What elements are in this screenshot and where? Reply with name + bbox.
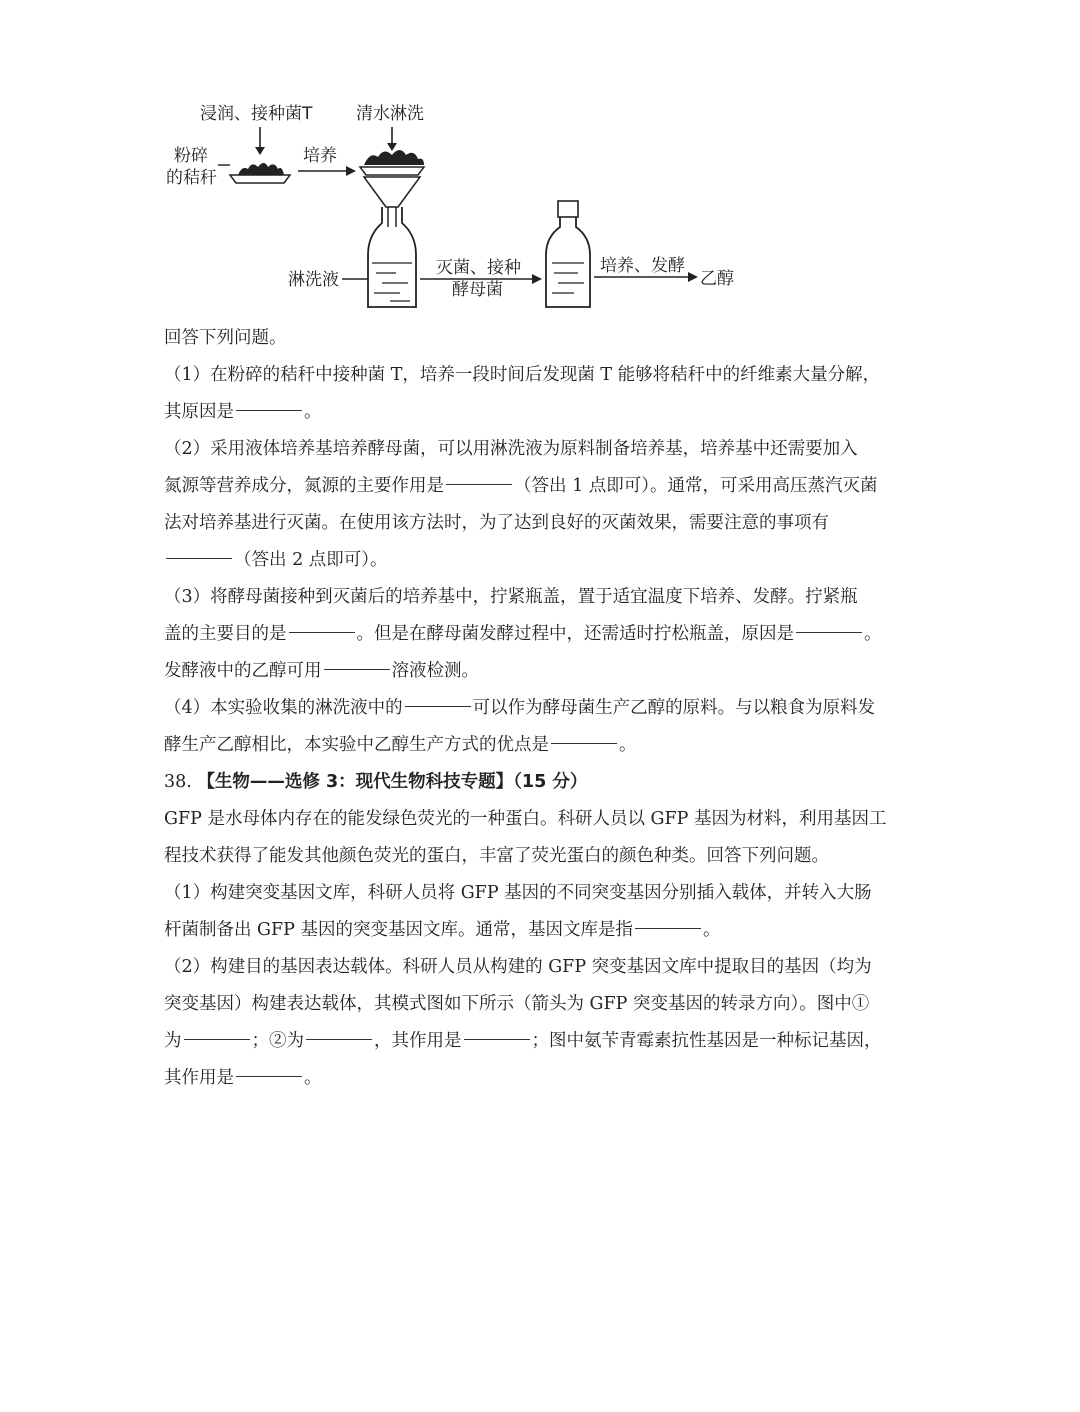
label-sterilize-2: 酵母菌 [452, 280, 503, 300]
label-crushed-1: 粉碎 [174, 146, 208, 166]
answer-blank[interactable] [236, 1075, 302, 1077]
bottle-ferment-icon [546, 201, 590, 307]
gfp-question-1: （1）构建突变基因文库，科研人员将 GFP 基因的不同突变基因分别插入载体，并转入大肠 杆菌制备出 GFP 基因的突变基因文库。通常，基因文库是指 。 [164, 883, 872, 940]
experiment-diagram [160, 95, 760, 320]
answer-blank[interactable] [289, 631, 355, 633]
straw-tray-icon [230, 163, 290, 183]
answer-blank[interactable] [166, 557, 232, 559]
intro-line: 回答下列问题。 [164, 328, 287, 348]
answer-blank[interactable] [635, 927, 701, 929]
answer-blank[interactable] [306, 1038, 372, 1040]
label-ethanol: 乙醇 [700, 269, 734, 289]
answer-blank[interactable] [324, 668, 390, 670]
label-soak-inoculate: 浸润、接种菌T [200, 104, 313, 124]
answer-blank[interactable] [551, 742, 617, 744]
question-3: （3）将酵母菌接种到灭菌后的培养基中，拧紧瓶盖，置于适宜温度下培养、发酵。拧紧瓶 盖的主要目的是 。但是在酵母菌发酵过程中，还需适时拧松瓶盖，原因是 。 发酵液中的乙醇可用 溶液检测。 [164, 587, 882, 681]
answer-blank[interactable] [446, 483, 512, 485]
label-eluent: 淋洗液 [288, 270, 339, 290]
answer-blank[interactable] [796, 631, 862, 633]
label-rinse: 清水淋洗 [356, 104, 424, 124]
funnel-icon [360, 150, 424, 227]
question-38-heading: 38. 【生物——选修 3：现代生物科技专题】（15 分） [164, 772, 588, 792]
label-sterilize-1: 灭菌、接种 [436, 258, 521, 278]
answer-blank[interactable] [236, 409, 302, 411]
question-2: （2）采用液体培养基培养酵母菌，可以用淋洗液为原料制备培养基，培养基中还需要加入 氮源等营养成分，氮源的主要作用是 （答出 1 点即可）。通常，可采用高压蒸汽灭菌 法对培养基进行灭菌。在使用该方法时，为了达到良好的灭菌效果，需要注意的事项有 （答出 2 点即可）。 [164, 439, 878, 570]
gfp-intro: GFP 是水母体内存在的能发绿色荧光的一种蛋白。科研人员以 GFP 基因为材料，利用基因工 程技术获得了能发其他颜色荧光的蛋白，丰富了荧光蛋白的颜色种类。回答下列问题。 [164, 809, 887, 866]
question-text [164, 320, 920, 1097]
label-culture: 培养 [303, 146, 337, 166]
question-1: （1）在粉碎的秸秆中接种菌 T，培养一段时间后发现菌 T 能够将秸秆中的纤维素大量分解， 其原因是 。 [164, 365, 881, 422]
answer-blank[interactable] [405, 705, 471, 707]
question-4: （4）本实验收集的淋洗液中的 可以作为酵母菌生产乙醇的原料。与以粮食为原料发 酵生产乙醇相比，本实验中乙醇生产方式的优点是 。 [164, 698, 876, 755]
answer-blank[interactable] [184, 1038, 250, 1040]
label-crushed-2: 的秸秆 [166, 168, 217, 188]
flask-eluent-icon [368, 207, 416, 307]
answer-blank[interactable] [464, 1038, 530, 1040]
label-ferment: 培养、发酵 [600, 256, 685, 276]
gfp-question-2: （2）构建目的基因表达载体。科研人员从构建的 GFP 突变基因文库中提取目的基因（均为 突变基因）构建表达载体，其模式图如下所示（箭头为 GFP 突变基因的转录方向）。图中① 为 ；②为 ，其作用是 ；图中氨苄青霉素抗性基因是一种标记基因， 其作用是 。 [164, 957, 882, 1088]
